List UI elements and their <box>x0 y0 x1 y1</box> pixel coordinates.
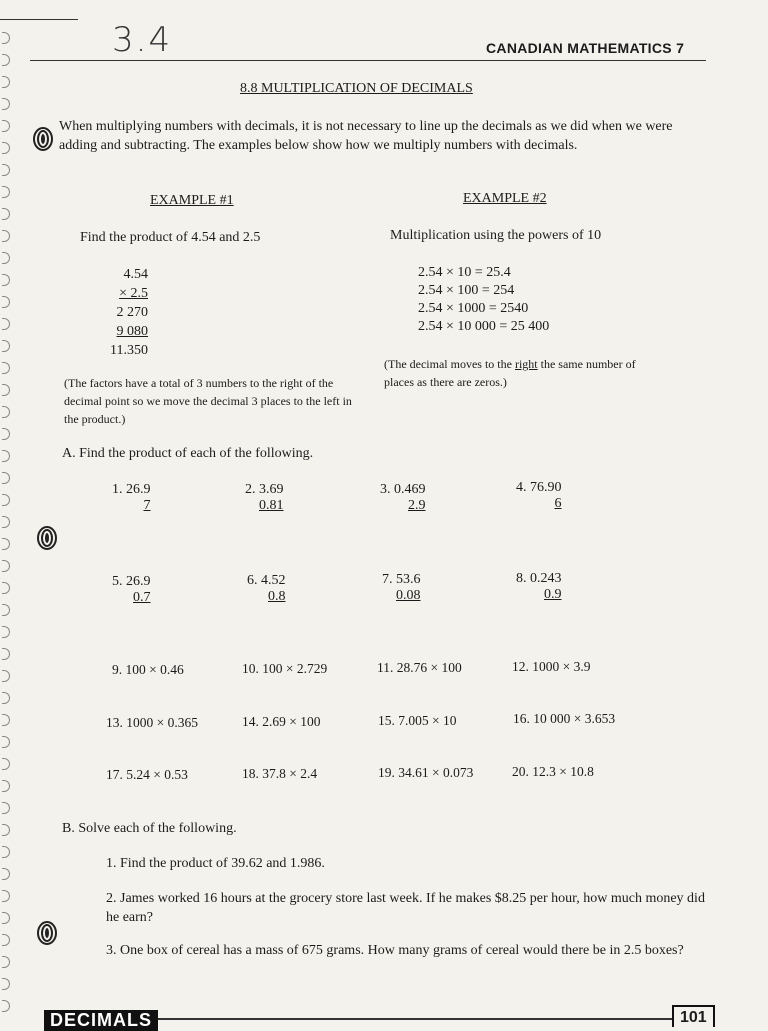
binder-hole <box>2 516 10 528</box>
binder-hole <box>2 76 10 88</box>
binder-hole <box>2 318 10 330</box>
problem-13: 13. 1000 × 0.365 <box>106 715 198 730</box>
problem-2 <box>245 482 284 514</box>
binder-hole <box>2 956 10 968</box>
partB-question-2: 2. James worked 16 hours at the grocery store last week. If he makes $8.25 per hour, how much money did he earn? <box>106 891 705 925</box>
problem-top: 3.69 <box>259 482 284 497</box>
problem-12: 12. 1000 × 3.9 <box>512 659 591 674</box>
handwritten-section-number: 3.4 <box>112 20 173 60</box>
binder-hole <box>2 978 10 990</box>
binder-hole <box>2 802 10 814</box>
partA-heading: A. Find the product of each of the following. <box>62 446 314 461</box>
problem-bottom: 6 <box>554 496 562 511</box>
partB-heading: B. Solve each of the following. <box>62 821 237 836</box>
example1-note: (The factors have a total of 3 numbers to the right of the decimal point so we move the decimal 3 places to the left in the product.) <box>64 376 352 426</box>
binder-hole <box>2 32 10 44</box>
problem-number: 5. <box>112 574 123 589</box>
problem-bottom: 2.9 <box>408 498 426 513</box>
work-line: 9 080 <box>116 324 148 339</box>
binder-hole <box>2 472 10 484</box>
problem-bottom: 0.9 <box>544 587 562 602</box>
binder-hole <box>2 758 10 770</box>
binder-hole <box>2 582 10 594</box>
problem-top: 26.9 <box>126 482 151 497</box>
binder-hole <box>2 780 10 792</box>
partB-question-3: 3. One box of cereal has a mass of 675 grams. How many grams of cereal would there be in 2.5 boxes? <box>106 943 684 958</box>
top-left-rule <box>0 19 78 20</box>
section-title: 8.8 MULTIPLICATION OF DECIMALS <box>240 81 473 96</box>
problem-16: 16. 10 000 × 3.653 <box>513 711 616 726</box>
problem-bottom: 0.8 <box>268 589 286 604</box>
example1-prompt: Find the product of 4.54 and 2.5 <box>80 230 261 245</box>
book-title: CANADIAN MATHEMATICS 7 <box>486 40 685 56</box>
binder-hole <box>2 912 10 924</box>
binder-hole <box>2 384 10 396</box>
problem-10: 10. 100 × 2.729 <box>242 661 328 676</box>
binder-hole <box>2 450 10 462</box>
problem-number: 3. <box>380 482 391 497</box>
note-text: the same number of places as there are zeros.) <box>384 357 636 389</box>
binder-hole <box>2 54 10 66</box>
binder-hole <box>2 604 10 616</box>
binder-hole <box>2 186 10 198</box>
problem-9: 9. 100 × 0.46 <box>112 662 184 677</box>
binder-hole <box>2 208 10 220</box>
binder-hole <box>2 714 10 726</box>
problem-6 <box>247 573 286 605</box>
problem-number: 8. <box>516 571 527 586</box>
binder-hole <box>2 626 10 638</box>
problem-bottom: 0.7 <box>133 590 151 605</box>
note-text: (The decimal moves to the <box>384 357 515 371</box>
swirl-mark-icon <box>36 525 58 551</box>
problem-15: 15. 7.005 × 10 <box>378 713 457 728</box>
problem-bottom: 0.81 <box>259 498 284 513</box>
example2-heading: EXAMPLE #2 <box>463 191 547 206</box>
example2-lines <box>418 264 549 336</box>
binder-hole <box>2 648 10 660</box>
binder-hole <box>2 846 10 858</box>
binder-hole <box>2 274 10 286</box>
decimals-logo: DECIMALS <box>44 1010 158 1031</box>
problem-top: 53.6 <box>396 572 421 587</box>
problem-18: 18. 37.8 × 2.4 <box>242 766 318 781</box>
binder-hole <box>2 736 10 748</box>
problem-19: 19. 34.61 × 0.073 <box>378 765 474 780</box>
problem-bottom: 7 <box>143 498 151 513</box>
partB-question-1: 1. Find the product of 39.62 and 1.986. <box>106 856 325 871</box>
binder-hole <box>2 494 10 506</box>
binder-hole <box>2 670 10 682</box>
binder-hole <box>2 230 10 242</box>
problem-3 <box>380 482 426 514</box>
problem-top: 26.9 <box>126 574 151 589</box>
example2-note <box>384 355 654 391</box>
example1-work <box>100 265 148 360</box>
problem-top: 0.243 <box>530 571 562 586</box>
problem-number: 7. <box>382 572 393 587</box>
page-number: 101 <box>672 1005 715 1027</box>
problem-top: 0.469 <box>394 482 426 497</box>
power-line: 2.54 × 1000 = 2540 <box>418 301 529 316</box>
binder-hole <box>2 142 10 154</box>
binder-hole <box>2 252 10 264</box>
work-line: 2 270 <box>116 305 148 320</box>
problem-17: 17. 5.24 × 0.53 <box>106 767 188 782</box>
problem-number: 4. <box>516 480 527 495</box>
binder-hole <box>2 362 10 374</box>
binder-hole <box>2 340 10 352</box>
problem-4 <box>516 480 562 512</box>
swirl-mark-icon <box>36 920 58 946</box>
binder-hole <box>2 890 10 902</box>
power-line: 2.54 × 10 000 = 25 400 <box>418 319 550 334</box>
binder-hole <box>2 164 10 176</box>
binder-hole <box>2 824 10 836</box>
work-line: × 2.5 <box>119 286 148 301</box>
problem-20: 20. 12.3 × 10.8 <box>512 764 594 779</box>
problem-11: 11. 28.76 × 100 <box>377 660 462 675</box>
binder-hole <box>2 406 10 418</box>
swirl-mark-icon <box>32 126 54 152</box>
binder-hole <box>2 692 10 704</box>
work-line: 4.54 <box>123 267 148 282</box>
problem-top: 4.52 <box>261 573 286 588</box>
binder-hole <box>2 560 10 572</box>
example2-prompt: Multiplication using the powers of 10 <box>390 228 602 243</box>
problem-5 <box>112 574 151 606</box>
problem-bottom: 0.08 <box>396 588 421 603</box>
problem-1 <box>112 482 151 514</box>
problem-top: 76.90 <box>530 480 562 495</box>
binder-hole <box>2 538 10 550</box>
problem-number: 2. <box>245 482 256 497</box>
binder-hole <box>2 296 10 308</box>
work-line: 11.350 <box>110 343 148 358</box>
problem-7 <box>382 572 421 604</box>
power-line: 2.54 × 100 = 254 <box>418 283 515 298</box>
intro-paragraph: When multiplying numbers with decimals, it is not necessary to line up the decimals as we did when we were adding and subtracting. The examples below show how we multiply numbers with decimals. <box>59 119 673 153</box>
problem-number: 6. <box>247 573 258 588</box>
problem-number: 1. <box>112 482 123 497</box>
binder-hole <box>2 1000 10 1012</box>
problem-8 <box>516 571 562 603</box>
binder-hole <box>2 934 10 946</box>
problem-14: 14. 2.69 × 100 <box>242 714 321 729</box>
example1-heading: EXAMPLE #1 <box>150 193 234 208</box>
power-line: 2.54 × 10 = 25.4 <box>418 265 511 280</box>
binder-hole <box>2 868 10 880</box>
binder-hole <box>2 98 10 110</box>
header-rule <box>30 60 706 61</box>
binder-hole <box>2 428 10 440</box>
binder-hole <box>2 120 10 132</box>
note-emphasis: right <box>514 357 538 371</box>
